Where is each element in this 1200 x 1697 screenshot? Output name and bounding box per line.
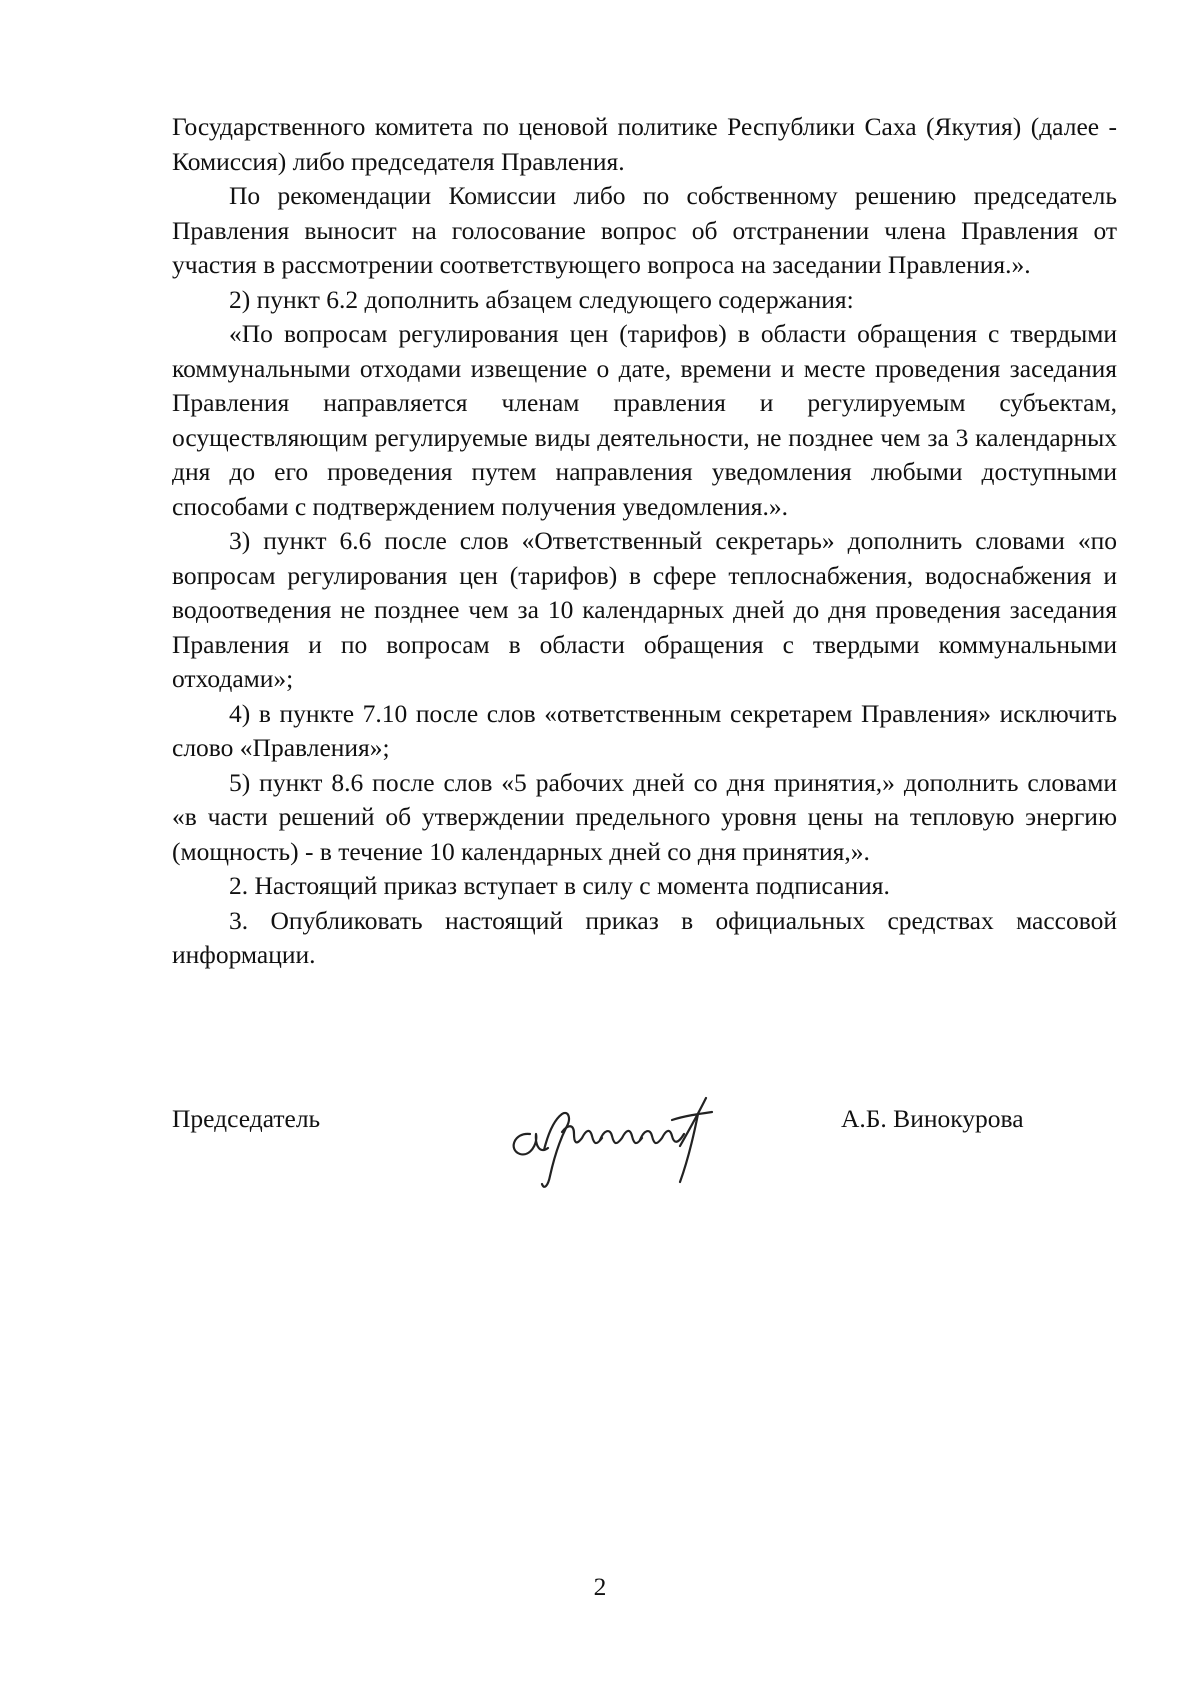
- paragraph: 3. Опубликовать настоящий приказ в официальных средствах массовой информации.: [172, 905, 1117, 969]
- paragraph: 4) в пункте 7.10 после слов «ответственным секретарем Правления» исключить слово «Правления»;: [172, 698, 1117, 762]
- signatory-title: Председатель: [172, 1104, 321, 1133]
- paragraph: 3) пункт 6.6 после слов «Ответственный секретарь» дополнить словами «по вопросам регулирования цен (тарифов) в сфере теплоснабжения, водоснабжения и водоотведения не позднее чем за 10 календарных дней до дня проведения заседания Правления и по вопросам в области обращения с твердыми коммунальными отходами»;: [172, 526, 1117, 693]
- signatory-name: А.Б. Винокурова: [841, 1104, 1024, 1133]
- paragraph: 2) пункт 6.2 дополнить абзацем следующего содержания:: [229, 284, 854, 314]
- page-number: 2: [593, 1572, 607, 1601]
- signature-block: [172, 1092, 1117, 1202]
- paragraph: 2. Настоящий приказ вступает в силу с момента подписания.: [229, 871, 890, 900]
- paragraph: «По вопросам регулирования цен (тарифов) в области обращения с твердыми коммунальными отходами извещение о дате, времени и месте проведения заседания Правления направляется членам правления и регулируемым субъектам, осуществляющим регулируемые виды деятельности, не позднее чем за 3 календарных дня до его проведения путем направления уведомления любыми доступными способами с подтверждением получения уведомления.».: [172, 319, 1117, 521]
- paragraph: 5) пункт 8.6 после слов «5 рабочих дней со дня принятия,» дополнить словами «в части решений об утверждении предельного уровня цены на тепловую энергию (мощность) - в течение 10 календарных дней со дня принятия,».: [172, 767, 1117, 866]
- paragraph: Государственного комитета по ценовой политике Республики Саха (Якутия) (далее - Комиссия) либо председателя Правления.: [172, 112, 1117, 176]
- paragraph: По рекомендации Комиссии либо по собственному решению председатель Правления выносит на голосование вопрос об отстранении члена Правления от участия в рассмотрении соответствующего вопроса на заседании Правления.».: [172, 181, 1117, 279]
- document-body: [172, 110, 1117, 973]
- handwritten-signature: [502, 1084, 732, 1194]
